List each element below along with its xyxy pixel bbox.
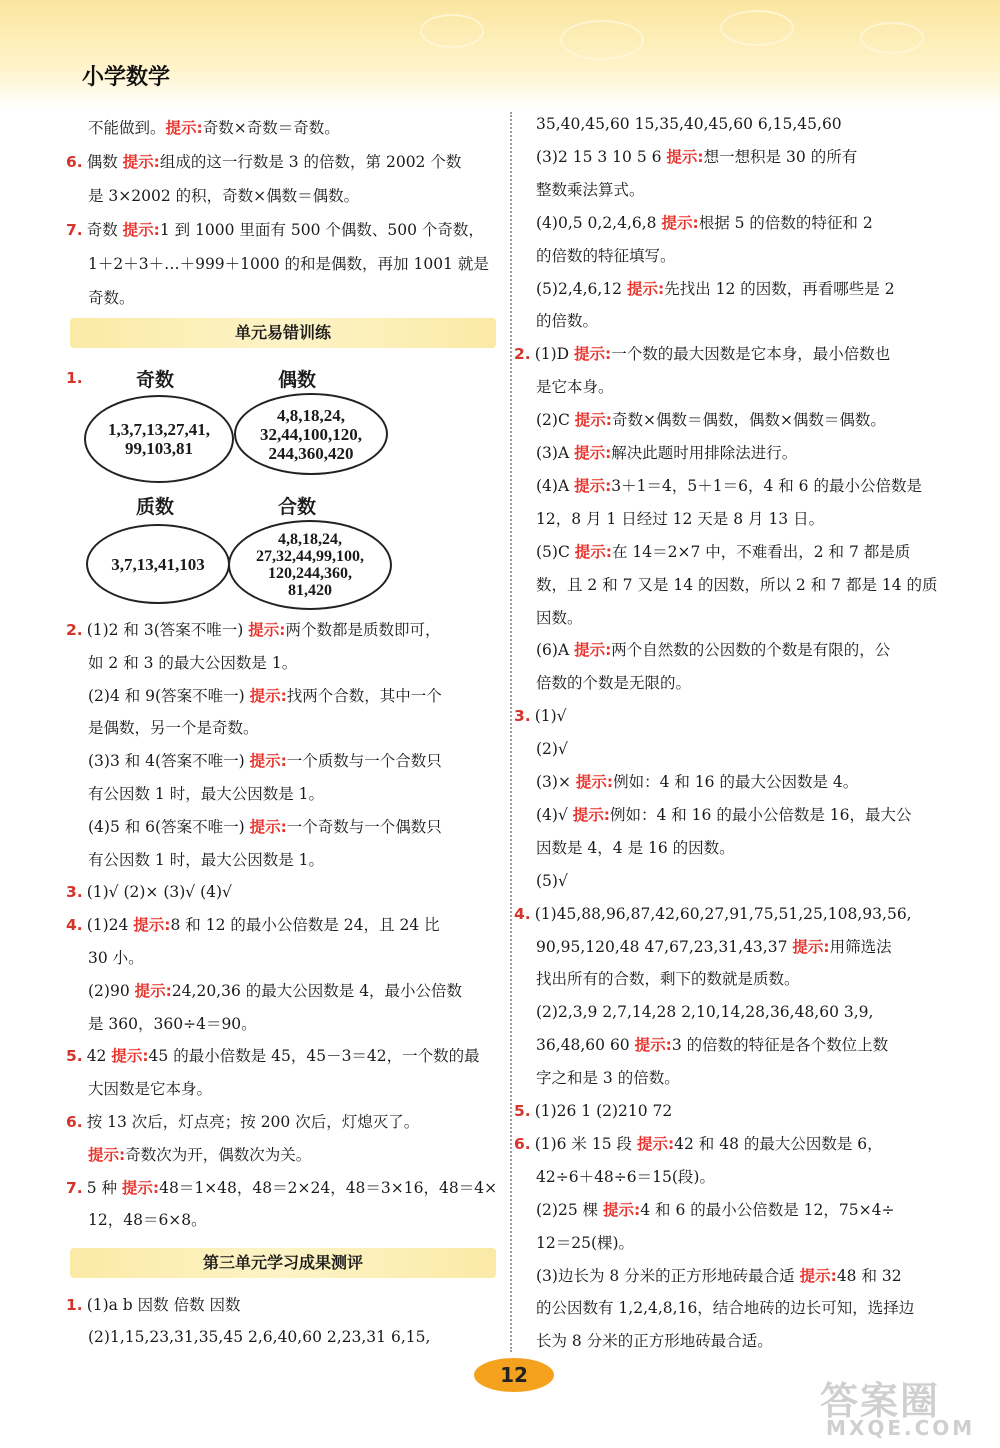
answer-line xyxy=(536,1167,715,1187)
answer-text: 30 小。 xyxy=(88,949,144,967)
hint-text: 想一想积是 30 的所有 xyxy=(703,147,858,166)
answer-text: 12＝25(棵)。 xyxy=(536,1233,635,1252)
hint-text: 24,20,36 的最大公因数是 4，最小公倍数 xyxy=(171,981,463,1000)
answer-line xyxy=(514,706,567,726)
hint-text: 根据 5 的倍数的特征和 2 xyxy=(698,213,873,232)
answer-line xyxy=(536,246,676,266)
answer-line xyxy=(66,220,484,240)
hint-text: 组成的这一行数是 3 的倍数，第 2002 个数 xyxy=(159,153,462,171)
hint-text: 1 到 1000 里面有 500 个偶数、500 个奇数， xyxy=(159,221,484,239)
answer-text: 的公因数有 1,2,4,8,16，结合地砖的边长可知，选择边 xyxy=(536,1299,915,1318)
answer-text: 因数。 xyxy=(536,608,583,627)
answer-line xyxy=(88,288,135,308)
hint-label: 提示: xyxy=(792,937,830,956)
answer-text: (3)2 15 3 10 5 6 xyxy=(536,147,667,166)
answer-text: 有公因数 1 时，最大公因数是 1。 xyxy=(88,850,325,869)
answer-text: (2)√ xyxy=(536,740,568,759)
answer-line xyxy=(536,871,568,891)
hint-text: 48 和 32 xyxy=(836,1266,902,1285)
answer-line xyxy=(536,838,735,858)
set-ellipse-odd: 1,3,7,13,27,41, 99,103,81 xyxy=(84,395,234,483)
answer-line xyxy=(536,1331,773,1351)
question-number: 3. xyxy=(514,707,531,726)
answer-line xyxy=(66,1178,497,1198)
answer-line xyxy=(536,673,691,693)
hint-text: 4 和 6 的最小公倍数是 12，75×4÷ xyxy=(640,1200,895,1219)
answer-line xyxy=(536,575,938,595)
section-title-unit3-test: 第三单元学习成果测评 xyxy=(70,1248,496,1278)
answer-line xyxy=(66,915,440,935)
hint-label: 提示: xyxy=(248,621,286,639)
hint-text: 奇数×偶数＝偶数，偶数×偶数＝偶数。 xyxy=(611,411,886,430)
header-banner xyxy=(0,0,1000,110)
watermark-logo xyxy=(820,1370,990,1440)
answer-text: 长为 8 分米的正方形地砖最合适。 xyxy=(536,1332,773,1351)
answer-line xyxy=(536,509,824,529)
answer-line xyxy=(536,1200,894,1220)
answer-text: (2)25 棵 xyxy=(536,1200,604,1219)
hint-label: 提示: xyxy=(88,1145,126,1164)
hint-text: 42 和 48 的最大公因数是 6， xyxy=(674,1134,883,1153)
hint-label: 提示: xyxy=(574,476,612,495)
answer-line xyxy=(536,180,645,200)
answer-line xyxy=(88,1145,311,1165)
answer-text: 5 种 xyxy=(86,1178,122,1197)
question-number: 5. xyxy=(66,1047,83,1066)
answer-line xyxy=(536,443,797,463)
banner-decoration xyxy=(420,14,484,48)
answer-text: (3)3 和 4(答案不唯一) xyxy=(88,752,250,771)
set-label-even: 偶数 xyxy=(278,369,317,391)
answer-text: (5)2,4,6,12 xyxy=(536,279,627,298)
set-label-odd: 奇数 xyxy=(136,369,175,391)
hint-text: 两个自然数的公因数的个数是有限的，公 xyxy=(611,641,891,660)
answer-text: 42÷6＋48÷6＝15(段)。 xyxy=(536,1167,715,1186)
hint-text: 先找出 12 的因数，再看哪些是 2 xyxy=(664,279,895,298)
watermark-url: MXQE.COM xyxy=(826,1416,976,1440)
answer-line xyxy=(88,254,489,274)
hint-label: 提示: xyxy=(249,817,287,836)
set-ellipse-even: 4,8,18,24, 32,44,100,120, 244,360,420 xyxy=(234,393,388,475)
hint-text: 3＋1＝4，5＋1＝6，4 和 6 的最小公倍数是 xyxy=(611,476,922,495)
answer-line xyxy=(88,653,297,673)
hint-label: 提示: xyxy=(634,1036,672,1055)
answer-line xyxy=(536,608,583,628)
answer-text: (4)A xyxy=(536,476,575,495)
question-number: 4. xyxy=(66,916,83,935)
hint-label: 提示: xyxy=(165,119,203,137)
answer-line xyxy=(536,1233,634,1253)
answer-text: 因数是 4，4 是 16 的因数。 xyxy=(536,838,735,857)
answer-text: (1)a b 因数 倍数 因数 xyxy=(86,1296,241,1314)
hint-text: 两个数都是质数即可， xyxy=(285,621,441,639)
answer-text: 是 360，360÷4＝90。 xyxy=(88,1014,257,1033)
answer-text: (2)90 xyxy=(88,981,135,1000)
hint-label: 提示: xyxy=(574,411,612,430)
hint-label: 提示: xyxy=(575,773,614,791)
answer-text: (1)√ (2)× (3)√ (4)√ xyxy=(86,883,232,902)
answer-line xyxy=(66,152,461,172)
hint-label: 提示: xyxy=(572,805,610,824)
hint-text: 找两个合数，其中一个 xyxy=(286,686,442,705)
answer-text: (2)1,15,23,31,35,45 2,6,40,60 2,23,31 6,15, xyxy=(88,1328,431,1346)
answer-line xyxy=(536,147,857,167)
answer-text: (2)4 和 9(答案不唯一) xyxy=(88,686,250,705)
hint-text: 在 14＝2×7 中，不难看出，2 和 7 都是质 xyxy=(611,542,911,561)
answer-text: 42 xyxy=(86,1047,112,1066)
answer-text: 如 2 和 3 的最大公因数是 1。 xyxy=(88,653,298,672)
answer-line xyxy=(536,1035,888,1055)
answer-text: 不能做到。 xyxy=(88,119,166,137)
answer-text: (6)A xyxy=(536,641,575,660)
answer-line xyxy=(88,118,340,138)
hint-label: 提示: xyxy=(121,1178,160,1197)
hint-text: 解决此题时用排除法进行。 xyxy=(611,444,798,462)
answer-line xyxy=(536,311,598,331)
answer-text: (2)2,3,9 2,7,14,28 2,10,14,28,36,48,60 3,9, xyxy=(536,1003,874,1022)
answer-line xyxy=(88,686,442,706)
hint-label: 提示: xyxy=(799,1266,837,1285)
hint-label: 提示: xyxy=(122,153,160,171)
answer-line xyxy=(536,476,922,496)
answer-text: (4)√ xyxy=(536,805,573,824)
hint-text: 例如：4 和 16 的最小公倍数是 16，最大公 xyxy=(609,805,912,824)
answer-line xyxy=(88,1079,212,1099)
hint-text: 48＝1×48，48＝2×24，48＝3×16，48＝4× xyxy=(159,1178,498,1197)
question-number: 1. xyxy=(66,1296,83,1314)
question-number: 6. xyxy=(66,153,83,171)
answer-line xyxy=(536,969,800,989)
answer-text: (1)26 1 (2)210 72 xyxy=(534,1102,673,1120)
answer-line xyxy=(536,739,568,759)
answer-text: 36,48,60 60 xyxy=(536,1036,635,1055)
hint-label: 提示: xyxy=(626,279,665,298)
question-number: 3. xyxy=(66,883,83,902)
answer-line xyxy=(536,279,895,299)
question-number: 1. xyxy=(66,369,83,387)
hint-text: 奇数次为开，偶数次为关。 xyxy=(125,1145,312,1164)
answer-text: 12，48＝6×8。 xyxy=(88,1211,207,1230)
answer-line xyxy=(88,981,462,1001)
column-divider xyxy=(510,112,512,1352)
answer-line xyxy=(88,948,144,968)
answer-text: 35,40,45,60 15,35,40,45,60 6,15,45,60 xyxy=(536,115,842,133)
answer-text: (3)A xyxy=(536,444,575,462)
answer-line xyxy=(536,1266,902,1286)
answer-line xyxy=(536,1002,873,1022)
hint-text: 例如：4 和 16 的最大公因数是 4。 xyxy=(613,773,859,791)
answer-text: (1)√ xyxy=(534,707,567,726)
hint-label: 提示: xyxy=(122,221,160,239)
hint-label: 提示: xyxy=(574,542,612,561)
answer-line xyxy=(66,882,232,902)
hint-label: 提示: xyxy=(574,444,612,462)
answer-text: 奇数 xyxy=(86,221,123,239)
answer-line xyxy=(536,114,842,134)
hint-text: 3 的倍数的特征是各个数位上数 xyxy=(671,1036,889,1055)
answer-text: (5)C xyxy=(536,542,575,561)
hint-label: 提示: xyxy=(249,686,287,705)
answer-text: (4)0,5 0,2,4,6,8 xyxy=(536,213,662,232)
answer-text: (4)5 和 6(答案不唯一) xyxy=(88,817,250,836)
answer-line xyxy=(88,817,442,837)
hint-text: 一个质数与一个合数只 xyxy=(286,752,442,771)
question-number: 2. xyxy=(514,345,531,364)
answer-line xyxy=(88,186,359,206)
hint-label: 提示: xyxy=(574,641,612,660)
question-number: 5. xyxy=(514,1102,531,1120)
hint-text: 45 的最小倍数是 45，45－3＝42，一个数的最 xyxy=(148,1047,480,1066)
answer-text: (1)2 和 3(答案不唯一) xyxy=(86,621,249,639)
answer-line xyxy=(514,1101,672,1121)
answer-line xyxy=(536,640,890,660)
answer-line xyxy=(536,377,614,397)
answer-text: 字之和是 3 的倍数。 xyxy=(536,1069,680,1088)
answer-line xyxy=(88,1327,430,1347)
hint-label: 提示: xyxy=(133,916,171,935)
answer-text: 偶数 xyxy=(86,153,123,171)
answer-line xyxy=(514,1134,883,1154)
answer-text: 的倍数。 xyxy=(536,312,599,331)
question-number: 7. xyxy=(66,1178,83,1197)
answer-text: 是它本身。 xyxy=(536,378,614,397)
hint-label: 提示: xyxy=(111,1047,149,1066)
answer-line xyxy=(536,542,910,562)
banner-decoration xyxy=(860,22,924,54)
answer-text: (1)6 米 15 段 xyxy=(534,1134,637,1153)
answer-text: 奇数。 xyxy=(88,289,135,307)
hint-text: 一个数的最大因数是它本身，最小倍数也 xyxy=(611,345,891,364)
hint-label: 提示: xyxy=(249,752,287,771)
answer-text: 有公因数 1 时，最大公因数是 1。 xyxy=(88,785,325,803)
page-number: 12 xyxy=(474,1358,554,1392)
answer-text: (1)24 xyxy=(86,916,134,935)
answer-line xyxy=(66,620,440,640)
set-label-composite: 合数 xyxy=(278,496,317,518)
hint-label: 提示: xyxy=(661,213,699,232)
answer-text: 是偶数，另一个是奇数。 xyxy=(88,719,259,738)
answer-text: 找出所有的合数，剩下的数就是质数。 xyxy=(536,970,800,989)
answer-line xyxy=(66,1046,480,1066)
question-number: 6. xyxy=(514,1134,531,1153)
question-number: 2. xyxy=(66,621,83,639)
answer-text: 大因数是它本身。 xyxy=(88,1080,213,1099)
answer-line xyxy=(536,410,886,430)
answer-text: (3)边长为 8 分米的正方形地砖最合适 xyxy=(536,1266,800,1285)
answer-text: 整数乘法算式。 xyxy=(536,180,645,199)
hint-text: 奇数×奇数＝奇数。 xyxy=(202,119,340,137)
answer-line xyxy=(66,1112,419,1132)
set-ellipse-composite: 4,8,18,24, 27,32,44,99,100, 120,244,360, 81,420 xyxy=(228,520,392,610)
answer-text: 是 3×2002 的积，奇数×偶数＝偶数。 xyxy=(88,187,360,205)
answer-line xyxy=(88,1210,207,1230)
answer-text: 倍数的个数是无限的。 xyxy=(536,674,692,693)
hint-text: 8 和 12 的最小公倍数是 24，且 24 比 xyxy=(170,916,440,935)
answer-line xyxy=(536,213,873,233)
answer-line xyxy=(514,344,890,364)
answer-text: 数，且 2 和 7 又是 14 的因数，所以 2 和 7 都是 14 的质 xyxy=(536,575,938,594)
question-number: 4. xyxy=(514,904,531,923)
answer-line xyxy=(66,1295,241,1315)
hint-label: 提示: xyxy=(636,1134,675,1153)
answer-text: (1)45,88,96,87,42,60,27,91,75,51,25,108,93,56, xyxy=(534,904,912,923)
set-label-prime: 质数 xyxy=(136,496,175,518)
answer-text: 1＋2＋3＋…＋999＋1000 的和是偶数，再加 1001 就是 xyxy=(88,255,489,273)
page-title: 小学数学 xyxy=(82,65,171,90)
answer-text: (3)× xyxy=(536,773,576,791)
answer-line xyxy=(88,751,442,771)
answer-line xyxy=(514,904,912,924)
hint-label: 提示: xyxy=(574,345,612,364)
hint-text: 用筛选法 xyxy=(829,937,892,956)
answer-text: 90,95,120,48 47,67,23,31,43,37 xyxy=(536,937,793,956)
hint-text: 一个奇数与一个偶数只 xyxy=(286,817,442,836)
hint-label: 提示: xyxy=(666,147,704,166)
answer-line xyxy=(88,718,259,738)
answer-line xyxy=(536,937,892,957)
set-ellipse-prime: 3,7,13,41,103 xyxy=(86,524,230,604)
hint-label: 提示: xyxy=(603,1200,641,1219)
answer-line xyxy=(536,805,912,825)
section-title-unit-errors: 单元易错训练 xyxy=(70,318,496,348)
answer-text: (2)C xyxy=(536,411,575,430)
answer-text: 按 13 次后，灯点亮；按 200 次后，灯熄灭了。 xyxy=(86,1113,420,1131)
answer-text: (5)√ xyxy=(536,871,568,890)
answer-line xyxy=(536,772,858,792)
banner-decoration xyxy=(560,20,644,60)
answer-text: (1)D xyxy=(534,345,574,364)
watermark-text: 答案圈 xyxy=(820,1379,941,1423)
answer-line xyxy=(536,1298,914,1318)
question-number: 7. xyxy=(66,221,83,239)
answer-text: 的倍数的特征填写。 xyxy=(536,246,676,265)
banner-decoration xyxy=(720,10,794,46)
answer-line xyxy=(88,1014,257,1034)
answer-line xyxy=(88,850,324,870)
answer-line xyxy=(88,784,324,804)
question-number: 6. xyxy=(66,1113,83,1131)
hint-label: 提示: xyxy=(134,981,172,1000)
answer-text: 12，8 月 1 日经过 12 天是 8 月 13 日。 xyxy=(536,509,825,528)
answer-line xyxy=(536,1068,680,1088)
